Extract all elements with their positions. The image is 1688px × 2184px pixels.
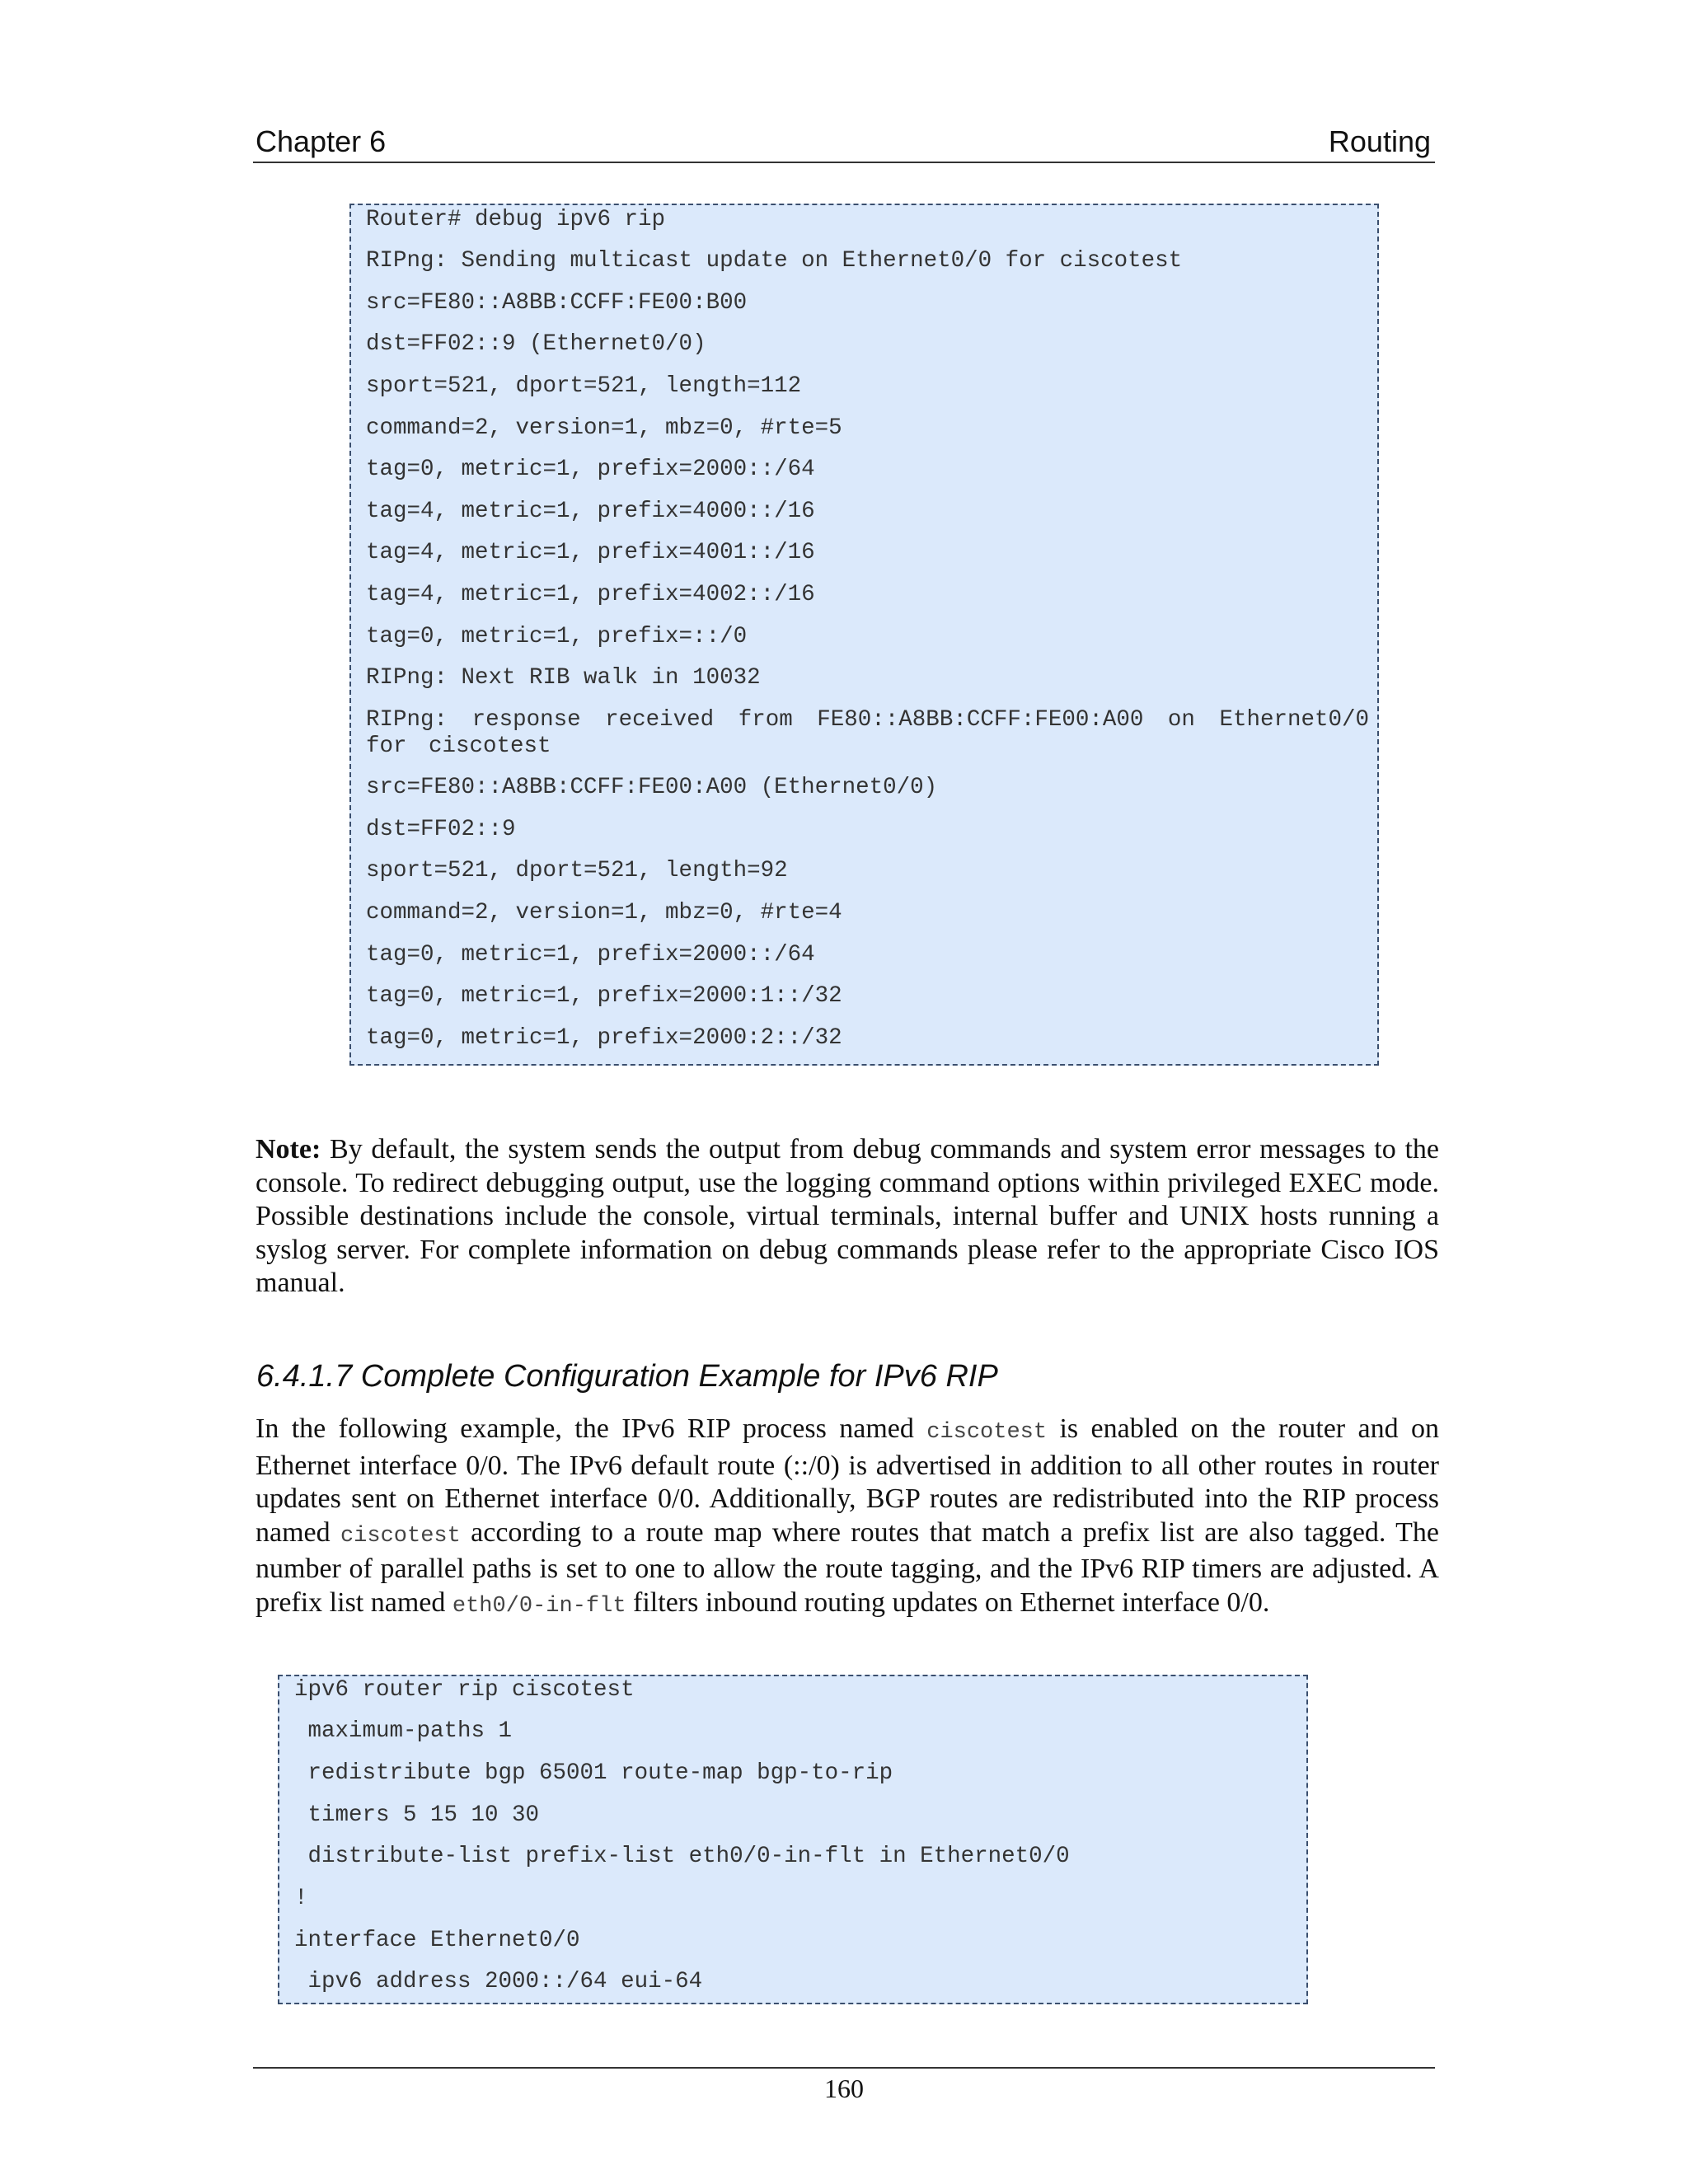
code-line: tag=0, metric=1, prefix=2000:2::/32 — [366, 1025, 842, 1051]
code-line: timers 5 15 10 30 — [294, 1802, 540, 1828]
code-line: ! — [294, 1886, 308, 1911]
section-heading: 6.4.1.7 Complete Configuration Example for IPv6 RIP — [256, 1359, 998, 1394]
code-line: tag=0, metric=1, prefix=2000::/64 — [366, 457, 815, 482]
body-paragraph — [256, 1413, 1439, 1623]
code-line: tag=0, metric=1, prefix=2000::/64 — [366, 942, 815, 968]
code-line: RIPng: response received from FE80::A8BB:CCFF:FE00:A00 on Ethernet0/0 for ciscotest — [366, 707, 1369, 759]
inline-code: ciscotest — [340, 1523, 461, 1549]
code-line: interface Ethernet0/0 — [294, 1928, 580, 1953]
note-paragraph — [256, 1133, 1439, 1301]
code-line: RIPng: Next RIB walk in 10032 — [366, 665, 761, 691]
paragraph-text: is enabled on the router and on Ethernet interface 0/0. The IPv6 default route (::/0) is advertised in addition to all other routes in router updates sent on Ethernet interface 0/0. Additionally, BGP routes are redistributed into the RIP process named — [256, 1413, 1439, 1548]
code-line: distribute-list prefix-list eth0/0-in-flt in Ethernet0/0 — [294, 1844, 1070, 1869]
code-line: ipv6 router rip ciscotest — [294, 1677, 635, 1703]
code-line: dst=FF02::9 — [366, 817, 516, 842]
code-line: command=2, version=1, mbz=0, #rte=5 — [366, 415, 842, 441]
code-line: src=FE80::A8BB:CCFF:FE00:A00 (Ethernet0/0) — [366, 775, 938, 800]
code-line: dst=FF02::9 (Ethernet0/0) — [366, 331, 706, 357]
code-line: sport=521, dport=521, length=92 — [366, 858, 788, 883]
code-line: maximum-paths 1 — [294, 1718, 513, 1744]
code-line: sport=521, dport=521, length=112 — [366, 373, 802, 399]
debug-output-block — [349, 204, 1379, 1066]
code-line: tag=0, metric=1, prefix=::/0 — [366, 624, 748, 649]
code-line: redistribute bgp 65001 route-map bgp-to-rip — [294, 1760, 893, 1786]
paragraph-text: In the following example, the IPv6 RIP process named — [256, 1413, 927, 1444]
code-line: RIPng: Sending multicast update on Ethernet0/0 for ciscotest — [366, 248, 1183, 274]
note-label: Note: — [256, 1134, 321, 1165]
code-line: command=2, version=1, mbz=0, #rte=4 — [366, 900, 842, 926]
paragraph-text: according to a route map where routes that match a prefix list are also tagged. The number of parallel paths is set to one to allow the route tagging, and the IPv6 RIP timers are adjusted. A prefix list named — [256, 1516, 1439, 1618]
inline-code: eth0/0-in-flt — [452, 1593, 626, 1619]
page-number: 160 — [824, 2074, 864, 2103]
code-line: ipv6 address 2000::/64 eui-64 — [294, 1969, 703, 1994]
footer-rule — [253, 2067, 1435, 2069]
note-text: By default, the system sends the output from debug commands and system error messages to the console. To redirect debugging output, use the logging command options within privileged EXEC mode. Possible destinations include the console, virtual terminals, internal buffer and UNIX hosts running a syslog server. For complete information on debug commands please refer to the appropriate Cisco IOS manual. — [256, 1134, 1439, 1298]
chapter-label: Chapter 6 — [256, 124, 387, 158]
section-label: Routing — [1328, 124, 1431, 158]
page-header — [253, 122, 1435, 163]
code-line: tag=4, metric=1, prefix=4001::/16 — [366, 540, 815, 565]
config-example-block — [278, 1675, 1308, 2004]
inline-code: ciscotest — [926, 1420, 1048, 1445]
code-line: Router# debug ipv6 rip — [366, 207, 666, 232]
code-line: src=FE80::A8BB:CCFF:FE00:B00 — [366, 290, 748, 316]
code-line: tag=4, metric=1, prefix=4000::/16 — [366, 499, 815, 524]
paragraph-text: filters inbound routing updates on Ethernet interface 0/0. — [626, 1586, 1270, 1618]
code-line: tag=4, metric=1, prefix=4002::/16 — [366, 582, 815, 607]
code-line: tag=0, metric=1, prefix=2000:1::/32 — [366, 983, 842, 1009]
